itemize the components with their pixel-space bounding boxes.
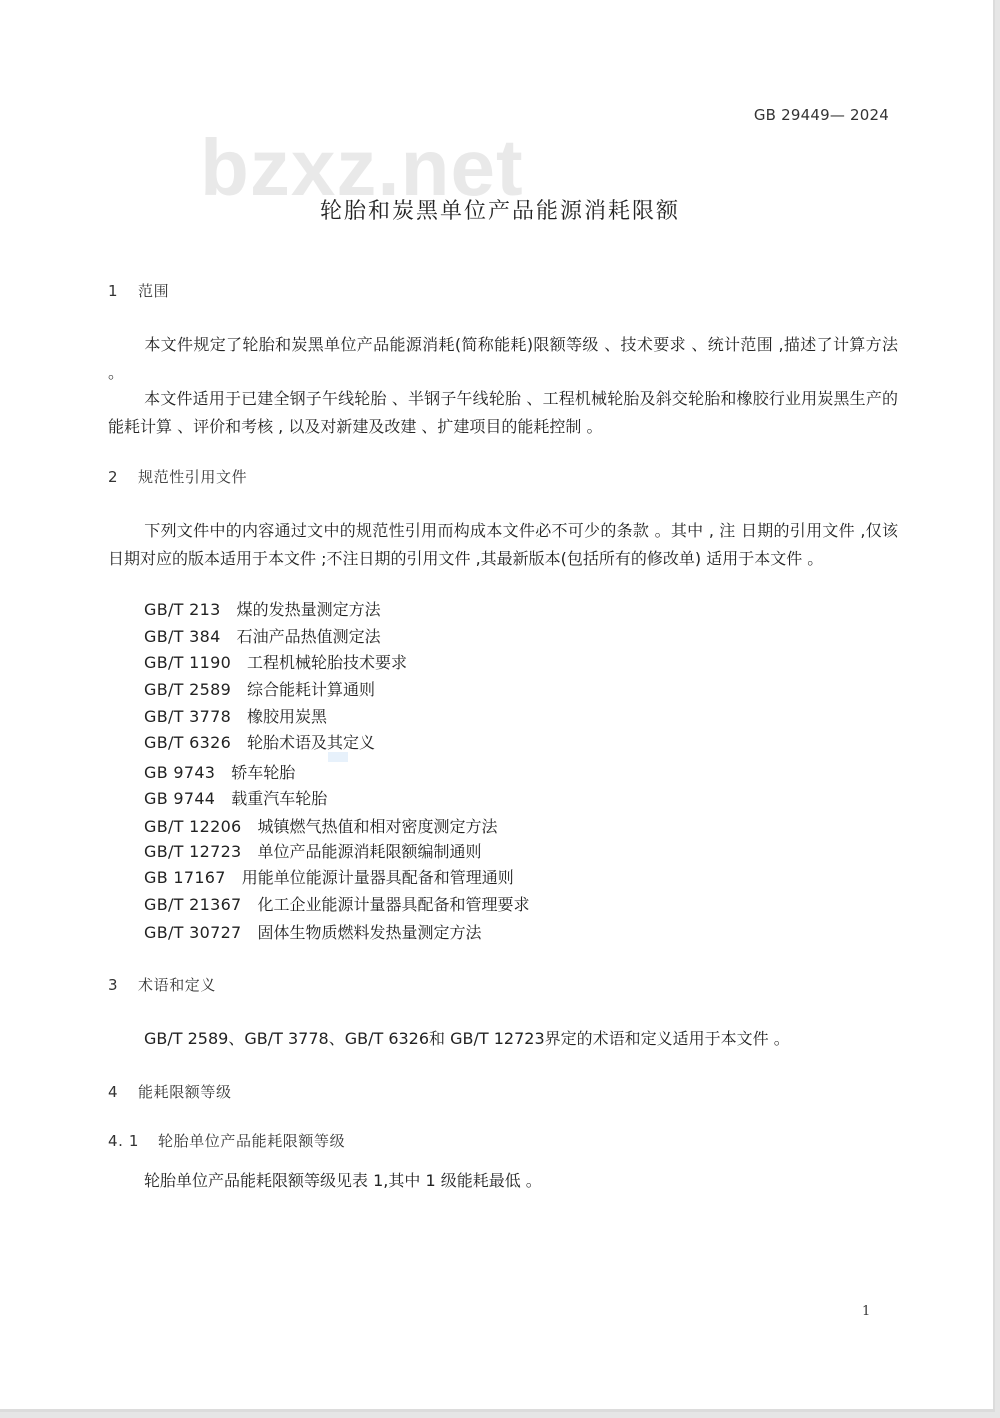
section-title: 规范性引用文件 <box>138 468 248 486</box>
reference-item: GB/T 30727 固体生物质燃料发热量测定方法 <box>144 923 482 943</box>
reference-item: GB/T 1190 工程机械轮胎技术要求 <box>144 653 408 673</box>
reference-item: GB/T 3778 橡胶用炭黑 <box>144 706 328 726</box>
reference-item: GB 9743 轿车轮胎 <box>144 763 296 783</box>
reference-list <box>144 597 530 947</box>
section-title: 术语和定义 <box>138 976 217 994</box>
section-number: 4 <box>108 1083 119 1101</box>
reference-item: GB/T 2589 综合能耗计算通则 <box>144 680 376 700</box>
reference-item: GB/T 12723 单位产品能源消耗限额编制通则 <box>144 841 482 861</box>
document-title: 轮胎和炭黑单位产品能源消耗限额 <box>319 199 680 224</box>
section-3-heading <box>108 974 216 995</box>
section-4-heading <box>108 1081 232 1102</box>
page-number: 1 <box>862 1304 871 1319</box>
section-title: 能耗限额等级 <box>138 1083 232 1101</box>
section-2-heading <box>108 466 247 487</box>
section-2-paragraph-1: 下列文件中的内容通过文中的规范性引用而构成本文件必不可少的条款 。其中 , 注 日期的引用文件 ,仅该日期对应的版本适用于本文件 ;不注日期的引用文件 ,其最新版本(包括所有的修改单) 适用于本文件 。 <box>108 521 898 568</box>
section-number: 3 <box>108 976 119 994</box>
reference-item: GB/T 6326 轮胎术语及其定义 <box>144 733 376 753</box>
section-1-paragraph-1: 本文件规定了轮胎和炭黑单位产品能源消耗(简称能耗)限额等级 、技术要求 、统计范围 ,描述了计算方法 。 <box>108 335 898 382</box>
section-title: 范围 <box>138 282 170 300</box>
section-1-heading <box>108 280 169 301</box>
subsection-4-1-paragraph-1: 轮胎单位产品能耗限额等级见表 1,其中 1 级能耗最低 。 <box>144 1171 542 1190</box>
subsection-4-1-heading <box>108 1130 345 1151</box>
reference-item: GB 17167 用能单位能源计量器具配备和管理通则 <box>144 867 514 887</box>
reference-item: GB/T 21367 化工企业能源计量器具配备和管理要求 <box>144 894 530 914</box>
reference-item: GB 9744 载重汽车轮胎 <box>144 788 328 808</box>
reference-item: GB/T 213 煤的发热量测定方法 <box>144 600 381 619</box>
subsection-number: 4. 1 <box>108 1132 140 1150</box>
watermark: bzxz.net <box>200 123 524 212</box>
reference-item: GB/T 384 石油产品热值测定法 <box>144 626 381 646</box>
subsection-title: 轮胎单位产品能耗限额等级 <box>158 1132 346 1150</box>
section-number: 2 <box>108 468 119 486</box>
reference-item: GB/T 12206 城镇燃气热值和相对密度测定方法 <box>144 816 498 836</box>
section-3-paragraph-1: GB/T 2589、GB/T 3778、GB/T 6326和 GB/T 12723界定的术语和定义适用于本文件 。 <box>144 1029 790 1048</box>
section-number: 1 <box>108 282 119 300</box>
section-1-paragraph-2: 本文件适用于已建全钢子午线轮胎 、半钢子午线轮胎 、工程机械轮胎及斜交轮胎和橡胶行业用炭黑生产的能耗计算 、评价和考核 , 以及对新建及改建 、扩建项目的能耗控制 。 <box>108 389 898 436</box>
standard-code: GB 29449— 2024 <box>753 106 889 124</box>
